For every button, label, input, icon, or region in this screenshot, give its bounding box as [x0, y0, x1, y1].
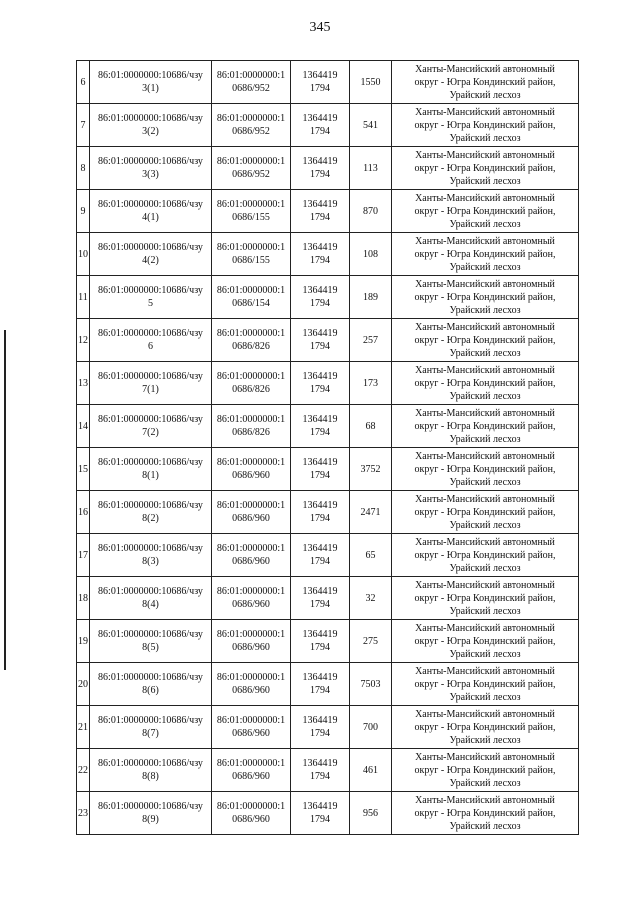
- parent-cadastral-number-line: 0686/952: [232, 83, 270, 94]
- location-line: округ - Югра Кондинский район,: [414, 506, 556, 518]
- location-line: Ханты-Мансийский автономный: [415, 63, 555, 75]
- location-line: округ - Югра Кондинский район,: [414, 678, 556, 690]
- parent-cadastral-number-line: 86:01:0000000:1: [216, 758, 286, 769]
- area-value: 870: [350, 190, 392, 233]
- area-value: 173: [350, 362, 392, 405]
- record-code: [291, 319, 350, 362]
- parent-cadastral-number-line: 86:01:0000000:1: [216, 285, 286, 296]
- parent-cadastral-number-line: 0686/960: [232, 599, 270, 610]
- cadastral-number-line: 86:01:0000000:10686/чзу: [98, 586, 203, 597]
- record-code: [291, 147, 350, 190]
- parent-cadastral-number: [212, 663, 291, 706]
- record-code: [291, 61, 350, 104]
- table-row: [77, 749, 579, 792]
- cadastral-number-line: 86:01:0000000:10686/чзу: [98, 199, 203, 210]
- record-code: [291, 663, 350, 706]
- record-code: [291, 749, 350, 792]
- record-code-line: 1364419: [302, 672, 338, 683]
- record-code-line: 1364419: [302, 328, 338, 339]
- record-code-line: 1364419: [302, 371, 338, 382]
- location-line: Ханты-Мансийский автономный: [415, 493, 555, 505]
- cadastral-number: [90, 405, 212, 448]
- cadastral-number-line: 86:01:0000000:10686/чзу: [98, 715, 203, 726]
- cadastral-number-line: 7(1): [142, 384, 159, 395]
- parent-cadastral-number-line: 86:01:0000000:1: [216, 414, 286, 425]
- location-line: Урайский лесхоз: [449, 605, 521, 617]
- location-line: Ханты-Мансийский автономный: [415, 407, 555, 419]
- cadastral-number-line: 5: [148, 298, 153, 309]
- location-line: округ - Югра Кондинский район,: [414, 162, 556, 174]
- record-code-line: 1794: [310, 427, 330, 438]
- row-number: 19: [77, 620, 90, 663]
- cadastral-number: [90, 147, 212, 190]
- parent-cadastral-number: [212, 276, 291, 319]
- location-line: Урайский лесхоз: [449, 390, 521, 402]
- record-code: [291, 792, 350, 835]
- cadastral-number: [90, 61, 212, 104]
- location-line: округ - Югра Кондинский район,: [414, 592, 556, 604]
- cadastral-number: [90, 491, 212, 534]
- cadastral-number-line: 86:01:0000000:10686/чзу: [98, 500, 203, 511]
- parent-cadastral-number: [212, 405, 291, 448]
- record-code-line: 1794: [310, 599, 330, 610]
- cadastral-number: [90, 663, 212, 706]
- record-code-line: 1364419: [302, 156, 338, 167]
- record-code-line: 1364419: [302, 457, 338, 468]
- record-code-line: 1794: [310, 513, 330, 524]
- cadastral-number-line: 86:01:0000000:10686/чзу: [98, 629, 203, 640]
- location: [392, 448, 579, 491]
- location: [392, 405, 579, 448]
- record-code-line: 1794: [310, 169, 330, 180]
- record-code-line: 1364419: [302, 629, 338, 640]
- cadastral-number-line: 7(2): [142, 427, 159, 438]
- parent-cadastral-number: [212, 147, 291, 190]
- location-line: Урайский лесхоз: [449, 476, 521, 488]
- parent-cadastral-number-line: 0686/826: [232, 427, 270, 438]
- parent-cadastral-number-line: 0686/155: [232, 255, 270, 266]
- parent-cadastral-number-line: 0686/155: [232, 212, 270, 223]
- parent-cadastral-number-line: 86:01:0000000:1: [216, 586, 286, 597]
- cadastral-number-line: 86:01:0000000:10686/чзу: [98, 801, 203, 812]
- location: [392, 190, 579, 233]
- area-value: 108: [350, 233, 392, 276]
- parent-cadastral-number-line: 86:01:0000000:1: [216, 328, 286, 339]
- record-code: [291, 276, 350, 319]
- location-line: округ - Югра Кондинский район,: [414, 76, 556, 88]
- cadastral-number-line: 86:01:0000000:10686/чзу: [98, 285, 203, 296]
- record-code-line: 1794: [310, 212, 330, 223]
- cadastral-number-line: 86:01:0000000:10686/чзу: [98, 242, 203, 253]
- cadastral-number: [90, 276, 212, 319]
- location-line: округ - Югра Кондинский район,: [414, 291, 556, 303]
- location-line: Ханты-Мансийский автономный: [415, 364, 555, 376]
- record-code-line: 1364419: [302, 199, 338, 210]
- parent-cadastral-number: [212, 104, 291, 147]
- record-code-line: 1794: [310, 728, 330, 739]
- cadastral-number-line: 8(3): [142, 556, 159, 567]
- parent-cadastral-number: [212, 190, 291, 233]
- record-code: [291, 448, 350, 491]
- location-line: Урайский лесхоз: [449, 562, 521, 574]
- parent-cadastral-number: [212, 577, 291, 620]
- cadastral-number-line: 86:01:0000000:10686/чзу: [98, 156, 203, 167]
- cadastral-number-line: 8(2): [142, 513, 159, 524]
- area-value: 956: [350, 792, 392, 835]
- cadastral-number-line: 86:01:0000000:10686/чзу: [98, 672, 203, 683]
- location-line: Урайский лесхоз: [449, 304, 521, 316]
- record-code-line: 1794: [310, 83, 330, 94]
- location: [392, 276, 579, 319]
- location-line: округ - Югра Кондинский район,: [414, 248, 556, 260]
- cadastral-number: [90, 577, 212, 620]
- parent-cadastral-number-line: 0686/952: [232, 126, 270, 137]
- record-code: [291, 362, 350, 405]
- location-line: округ - Югра Кондинский район,: [414, 205, 556, 217]
- area-value: 3752: [350, 448, 392, 491]
- area-value: 65: [350, 534, 392, 577]
- location: [392, 577, 579, 620]
- row-number: 21: [77, 706, 90, 749]
- parent-cadastral-number-line: 0686/960: [232, 513, 270, 524]
- parent-cadastral-number: [212, 491, 291, 534]
- area-value: 257: [350, 319, 392, 362]
- table-body: [77, 61, 579, 835]
- location: [392, 233, 579, 276]
- parent-cadastral-number-line: 0686/960: [232, 470, 270, 481]
- parent-cadastral-number-line: 86:01:0000000:1: [216, 801, 286, 812]
- record-code-line: 1794: [310, 642, 330, 653]
- parent-cadastral-number: [212, 534, 291, 577]
- location: [392, 491, 579, 534]
- location: [392, 534, 579, 577]
- cadastral-number-line: 8(4): [142, 599, 159, 610]
- location-line: Ханты-Мансийский автономный: [415, 665, 555, 677]
- row-number: 17: [77, 534, 90, 577]
- parent-cadastral-number-line: 0686/826: [232, 341, 270, 352]
- cadastral-number: [90, 620, 212, 663]
- parent-cadastral-number-line: 0686/960: [232, 728, 270, 739]
- table-row: [77, 405, 579, 448]
- row-number: 18: [77, 577, 90, 620]
- record-code: [291, 233, 350, 276]
- location-line: Урайский лесхоз: [449, 261, 521, 273]
- row-number: 13: [77, 362, 90, 405]
- record-code-line: 1364419: [302, 758, 338, 769]
- parent-cadastral-number: [212, 61, 291, 104]
- parent-cadastral-number: [212, 749, 291, 792]
- land-plots-table: [76, 60, 579, 835]
- cadastral-number-line: 3(1): [142, 83, 159, 94]
- row-number: 20: [77, 663, 90, 706]
- area-value: 32: [350, 577, 392, 620]
- cadastral-number-line: 8(1): [142, 470, 159, 481]
- parent-cadastral-number: [212, 792, 291, 835]
- record-code-line: 1794: [310, 470, 330, 481]
- location-line: Ханты-Мансийский автономный: [415, 622, 555, 634]
- cadastral-number: [90, 749, 212, 792]
- row-number: 23: [77, 792, 90, 835]
- location-line: Урайский лесхоз: [449, 691, 521, 703]
- row-number: 9: [77, 190, 90, 233]
- row-number: 10: [77, 233, 90, 276]
- parent-cadastral-number-line: 86:01:0000000:1: [216, 156, 286, 167]
- location-line: округ - Югра Кондинский район,: [414, 764, 556, 776]
- cadastral-number-line: 8(5): [142, 642, 159, 653]
- area-value: 113: [350, 147, 392, 190]
- location: [392, 147, 579, 190]
- table-row: [77, 104, 579, 147]
- record-code: [291, 706, 350, 749]
- row-number: 7: [77, 104, 90, 147]
- location-line: Ханты-Мансийский автономный: [415, 278, 555, 290]
- table-row: [77, 362, 579, 405]
- cadastral-number-line: 6: [148, 341, 153, 352]
- location-line: Ханты-Мансийский автономный: [415, 751, 555, 763]
- record-code-line: 1794: [310, 384, 330, 395]
- parent-cadastral-number-line: 86:01:0000000:1: [216, 113, 286, 124]
- parent-cadastral-number-line: 0686/960: [232, 771, 270, 782]
- record-code-line: 1364419: [302, 801, 338, 812]
- parent-cadastral-number-line: 0686/826: [232, 384, 270, 395]
- location-line: Урайский лесхоз: [449, 734, 521, 746]
- parent-cadastral-number: [212, 233, 291, 276]
- area-value: 700: [350, 706, 392, 749]
- parent-cadastral-number-line: 0686/960: [232, 642, 270, 653]
- parent-cadastral-number-line: 86:01:0000000:1: [216, 199, 286, 210]
- margin-rule: [4, 330, 6, 670]
- record-code: [291, 577, 350, 620]
- record-code-line: 1794: [310, 556, 330, 567]
- row-number: 22: [77, 749, 90, 792]
- location-line: Ханты-Мансийский автономный: [415, 708, 555, 720]
- parent-cadastral-number-line: 86:01:0000000:1: [216, 543, 286, 554]
- location-line: Урайский лесхоз: [449, 347, 521, 359]
- parent-cadastral-number: [212, 319, 291, 362]
- location-line: округ - Югра Кондинский район,: [414, 463, 556, 475]
- row-number: 16: [77, 491, 90, 534]
- cadastral-number: [90, 190, 212, 233]
- table-row: [77, 663, 579, 706]
- row-number: 8: [77, 147, 90, 190]
- record-code-line: 1794: [310, 814, 330, 825]
- parent-cadastral-number: [212, 620, 291, 663]
- table-row: [77, 792, 579, 835]
- location: [392, 706, 579, 749]
- parent-cadastral-number-line: 86:01:0000000:1: [216, 242, 286, 253]
- parent-cadastral-number-line: 86:01:0000000:1: [216, 457, 286, 468]
- row-number: 6: [77, 61, 90, 104]
- record-code-line: 1364419: [302, 500, 338, 511]
- area-value: 1550: [350, 61, 392, 104]
- location-line: Ханты-Мансийский автономный: [415, 149, 555, 161]
- location: [392, 319, 579, 362]
- record-code: [291, 190, 350, 233]
- record-code: [291, 534, 350, 577]
- area-value: 7503: [350, 663, 392, 706]
- table-row: [77, 319, 579, 362]
- location-line: Ханты-Мансийский автономный: [415, 579, 555, 591]
- record-code-line: 1364419: [302, 715, 338, 726]
- location-line: округ - Югра Кондинский район,: [414, 119, 556, 131]
- parent-cadastral-number-line: 0686/960: [232, 556, 270, 567]
- page-number: 345: [309, 20, 331, 35]
- cadastral-number-line: 3(2): [142, 126, 159, 137]
- parent-cadastral-number-line: 86:01:0000000:1: [216, 715, 286, 726]
- record-code: [291, 104, 350, 147]
- location-line: Ханты-Мансийский автономный: [415, 536, 555, 548]
- table-row: [77, 620, 579, 663]
- cadastral-number: [90, 792, 212, 835]
- location-line: Урайский лесхоз: [449, 519, 521, 531]
- area-value: 461: [350, 749, 392, 792]
- parent-cadastral-number-line: 0686/960: [232, 685, 270, 696]
- cadastral-number-line: 86:01:0000000:10686/чзу: [98, 414, 203, 425]
- location-line: Урайский лесхоз: [449, 648, 521, 660]
- cadastral-number-line: 8(8): [142, 771, 159, 782]
- record-code-line: 1364419: [302, 586, 338, 597]
- location-line: Урайский лесхоз: [449, 777, 521, 789]
- cadastral-number-line: 86:01:0000000:10686/чзу: [98, 70, 203, 81]
- table-row: [77, 577, 579, 620]
- record-code-line: 1364419: [302, 285, 338, 296]
- cadastral-number-line: 86:01:0000000:10686/чзу: [98, 328, 203, 339]
- cadastral-number: [90, 706, 212, 749]
- parent-cadastral-number-line: 86:01:0000000:1: [216, 629, 286, 640]
- cadastral-number: [90, 319, 212, 362]
- record-code-line: 1794: [310, 341, 330, 352]
- record-code-line: 1794: [310, 126, 330, 137]
- table-row: [77, 448, 579, 491]
- area-value: 189: [350, 276, 392, 319]
- table-row: [77, 491, 579, 534]
- table-row: [77, 61, 579, 104]
- cadastral-number-line: 8(7): [142, 728, 159, 739]
- row-number: 15: [77, 448, 90, 491]
- cadastral-number-line: 86:01:0000000:10686/чзу: [98, 371, 203, 382]
- location-line: Урайский лесхоз: [449, 820, 521, 832]
- record-code-line: 1794: [310, 255, 330, 266]
- location-line: округ - Югра Кондинский район,: [414, 377, 556, 389]
- cadastral-number: [90, 104, 212, 147]
- cadastral-number-line: 3(3): [142, 169, 159, 180]
- location-line: Ханты-Мансийский автономный: [415, 192, 555, 204]
- location-line: Урайский лесхоз: [449, 433, 521, 445]
- record-code-line: 1794: [310, 298, 330, 309]
- cadastral-number-line: 86:01:0000000:10686/чзу: [98, 543, 203, 554]
- location: [392, 61, 579, 104]
- parent-cadastral-number-line: 86:01:0000000:1: [216, 70, 286, 81]
- location-line: округ - Югра Кондинский район,: [414, 807, 556, 819]
- record-code-line: 1794: [310, 685, 330, 696]
- location-line: Ханты-Мансийский автономный: [415, 321, 555, 333]
- cadastral-number-line: 86:01:0000000:10686/чзу: [98, 758, 203, 769]
- record-code-line: 1794: [310, 771, 330, 782]
- location-line: Урайский лесхоз: [449, 132, 521, 144]
- area-value: 2471: [350, 491, 392, 534]
- location-line: Ханты-Мансийский автономный: [415, 106, 555, 118]
- table-row: [77, 190, 579, 233]
- location-line: округ - Югра Кондинский район,: [414, 549, 556, 561]
- location: [392, 663, 579, 706]
- record-code-line: 1364419: [302, 70, 338, 81]
- row-number: 14: [77, 405, 90, 448]
- location-line: округ - Югра Кондинский район,: [414, 721, 556, 733]
- location: [392, 620, 579, 663]
- cadastral-number: [90, 448, 212, 491]
- cadastral-number-line: 8(6): [142, 685, 159, 696]
- record-code: [291, 491, 350, 534]
- parent-cadastral-number: [212, 448, 291, 491]
- cadastral-number-line: 4(1): [142, 212, 159, 223]
- table-row: [77, 276, 579, 319]
- parent-cadastral-number: [212, 362, 291, 405]
- row-number: 12: [77, 319, 90, 362]
- location: [392, 792, 579, 835]
- location-line: Урайский лесхоз: [449, 218, 521, 230]
- location-line: округ - Югра Кондинский район,: [414, 635, 556, 647]
- table-row: [77, 233, 579, 276]
- table-row: [77, 534, 579, 577]
- location-line: Ханты-Мансийский автономный: [415, 450, 555, 462]
- location-line: Урайский лесхоз: [449, 89, 521, 101]
- table-row: [77, 706, 579, 749]
- cadastral-number-line: 8(9): [142, 814, 159, 825]
- parent-cadastral-number-line: 0686/154: [232, 298, 270, 309]
- area-value: 275: [350, 620, 392, 663]
- record-code-line: 1364419: [302, 242, 338, 253]
- location-line: Урайский лесхоз: [449, 175, 521, 187]
- location-line: округ - Югра Кондинский район,: [414, 334, 556, 346]
- location: [392, 749, 579, 792]
- parent-cadastral-number: [212, 706, 291, 749]
- cadastral-number: [90, 362, 212, 405]
- location-line: округ - Югра Кондинский район,: [414, 420, 556, 432]
- parent-cadastral-number-line: 86:01:0000000:1: [216, 672, 286, 683]
- cadastral-number-line: 86:01:0000000:10686/чзу: [98, 113, 203, 124]
- table-row: [77, 147, 579, 190]
- location: [392, 104, 579, 147]
- location-line: Ханты-Мансийский автономный: [415, 235, 555, 247]
- parent-cadastral-number-line: 0686/952: [232, 169, 270, 180]
- area-value: 68: [350, 405, 392, 448]
- cadastral-number-line: 86:01:0000000:10686/чзу: [98, 457, 203, 468]
- record-code-line: 1364419: [302, 113, 338, 124]
- record-code-line: 1364419: [302, 543, 338, 554]
- row-number: 11: [77, 276, 90, 319]
- cadastral-number-line: 4(2): [142, 255, 159, 266]
- location: [392, 362, 579, 405]
- parent-cadastral-number-line: 86:01:0000000:1: [216, 371, 286, 382]
- record-code-line: 1364419: [302, 414, 338, 425]
- record-code: [291, 620, 350, 663]
- cadastral-number: [90, 534, 212, 577]
- record-code: [291, 405, 350, 448]
- parent-cadastral-number-line: 0686/960: [232, 814, 270, 825]
- location-line: Ханты-Мансийский автономный: [415, 794, 555, 806]
- cadastral-number: [90, 233, 212, 276]
- area-value: 541: [350, 104, 392, 147]
- parent-cadastral-number-line: 86:01:0000000:1: [216, 500, 286, 511]
